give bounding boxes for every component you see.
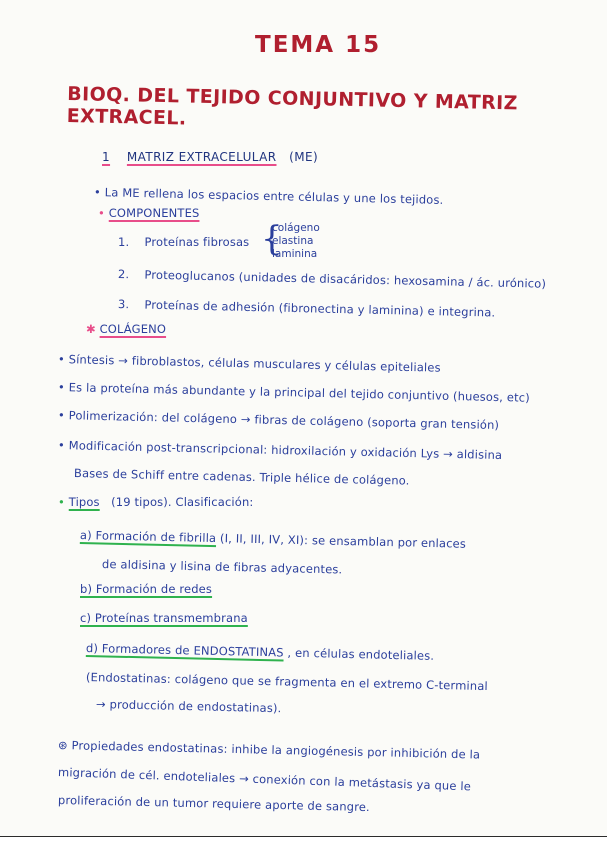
tipo-c-label: c) Proteínas transmembrana [80, 611, 248, 625]
colageno-heading [86, 322, 166, 336]
page-subtitle: BIOQ. DEL TEJIDO CONJUNTIVO Y MATRIZ EXTRACEL. [66, 83, 519, 130]
fiber-item: laminina [272, 248, 318, 260]
tipos-rest: (19 tipos). Clasificación: [111, 495, 254, 509]
tipo-a [80, 528, 466, 551]
propiedades-line-1: ⊛ Propiedades endostatinas: inhibe la angiogénesis por inhibición de la [57, 738, 481, 762]
section-abbr: (ME) [289, 150, 319, 164]
tipo-d-cont-2: → producción de endostatinas). [95, 697, 282, 716]
fiber-item: elastina [272, 235, 314, 247]
item-text: Proteoglucanos (unidades de disacáridos: hexosamina / ác. urónico) [144, 267, 547, 291]
componente-item-3 [118, 297, 496, 320]
item-number: 2. [117, 267, 130, 282]
tipo-a-label: a) Formación de fibrilla [79, 528, 217, 546]
tipo-d-cont-1: (Endostatinas: colágeno que se fragmenta en el extremo C-terminal [85, 670, 488, 694]
colageno-bullet-4-cont: Bases de Schiff entre cadenas. Triple hélice de colágeno. [73, 466, 410, 488]
colageno-bullet-4: • Modificación post-transcripcional: hidroxilación y oxidación Lys → aldisina [57, 438, 503, 463]
item-text: Proteínas de adhesión (fibronectina y laminina) e integrina. [144, 297, 496, 320]
item-number: 3. [117, 297, 130, 312]
section-title: MATRIZ EXTRACELULAR [126, 150, 277, 164]
section-number: 1 [102, 150, 111, 164]
item-number: 1. [118, 235, 130, 249]
bullet-dot: • [58, 495, 65, 509]
colageno-bullet-3: • Polimerización: del colágeno → fibras de colágeno (soporta gran tensión) [57, 408, 500, 433]
tipo-d-label: d) Formadores de ENDOSTATINAS [85, 641, 284, 660]
page-bottom-margin [0, 837, 607, 848]
componentes-label: COMPONENTES [108, 206, 200, 220]
tipo-c [80, 611, 248, 625]
componente-item-1 [118, 235, 249, 249]
fiber-item: colágeno [272, 222, 320, 234]
tipos-label: Tipos [68, 495, 100, 509]
tipo-b [80, 582, 212, 596]
componentes-heading [98, 206, 199, 220]
brace-symbol: { [261, 219, 283, 259]
componente-item-2 [118, 267, 546, 291]
colageno-bullet-2: • Es la proteína más abundante y la principal del tejido conjuntivo (huesos, etc) [57, 380, 530, 405]
bullet-dot: • [98, 206, 105, 220]
intro-line: • La ME rellena los espacios entre células y une los tejidos. [93, 185, 444, 207]
tipo-d [86, 641, 434, 663]
propiedades-line-2: migración de cél. endoteliales → conexión con la metástasis ya que le [57, 765, 472, 794]
colageno-bullet-1: • Síntesis → fibroblastos, células musculares y células epiteliales [57, 352, 441, 375]
tipo-a-rest: (I, II, III, IV, XI): se ensamblan por enlaces [219, 531, 467, 551]
item-text: Proteínas fibrosas [144, 235, 250, 249]
section-heading [102, 150, 318, 164]
asterisk-icon: ✱ [86, 322, 96, 336]
tipo-b-label: b) Formación de redes [80, 582, 213, 596]
colageno-label: COLÁGENO [99, 322, 167, 336]
fiber-list [272, 222, 320, 261]
tipo-d-rest: , en células endoteliales. [287, 645, 435, 663]
page-title: TEMA 15 [255, 32, 382, 58]
propiedades-line-3: proliferación de un tumor requiere aporte de sangre. [57, 793, 371, 815]
tipos-heading [58, 495, 253, 509]
tipo-a-cont: de aldisina y lisina de fibras adyacentes. [101, 557, 343, 577]
